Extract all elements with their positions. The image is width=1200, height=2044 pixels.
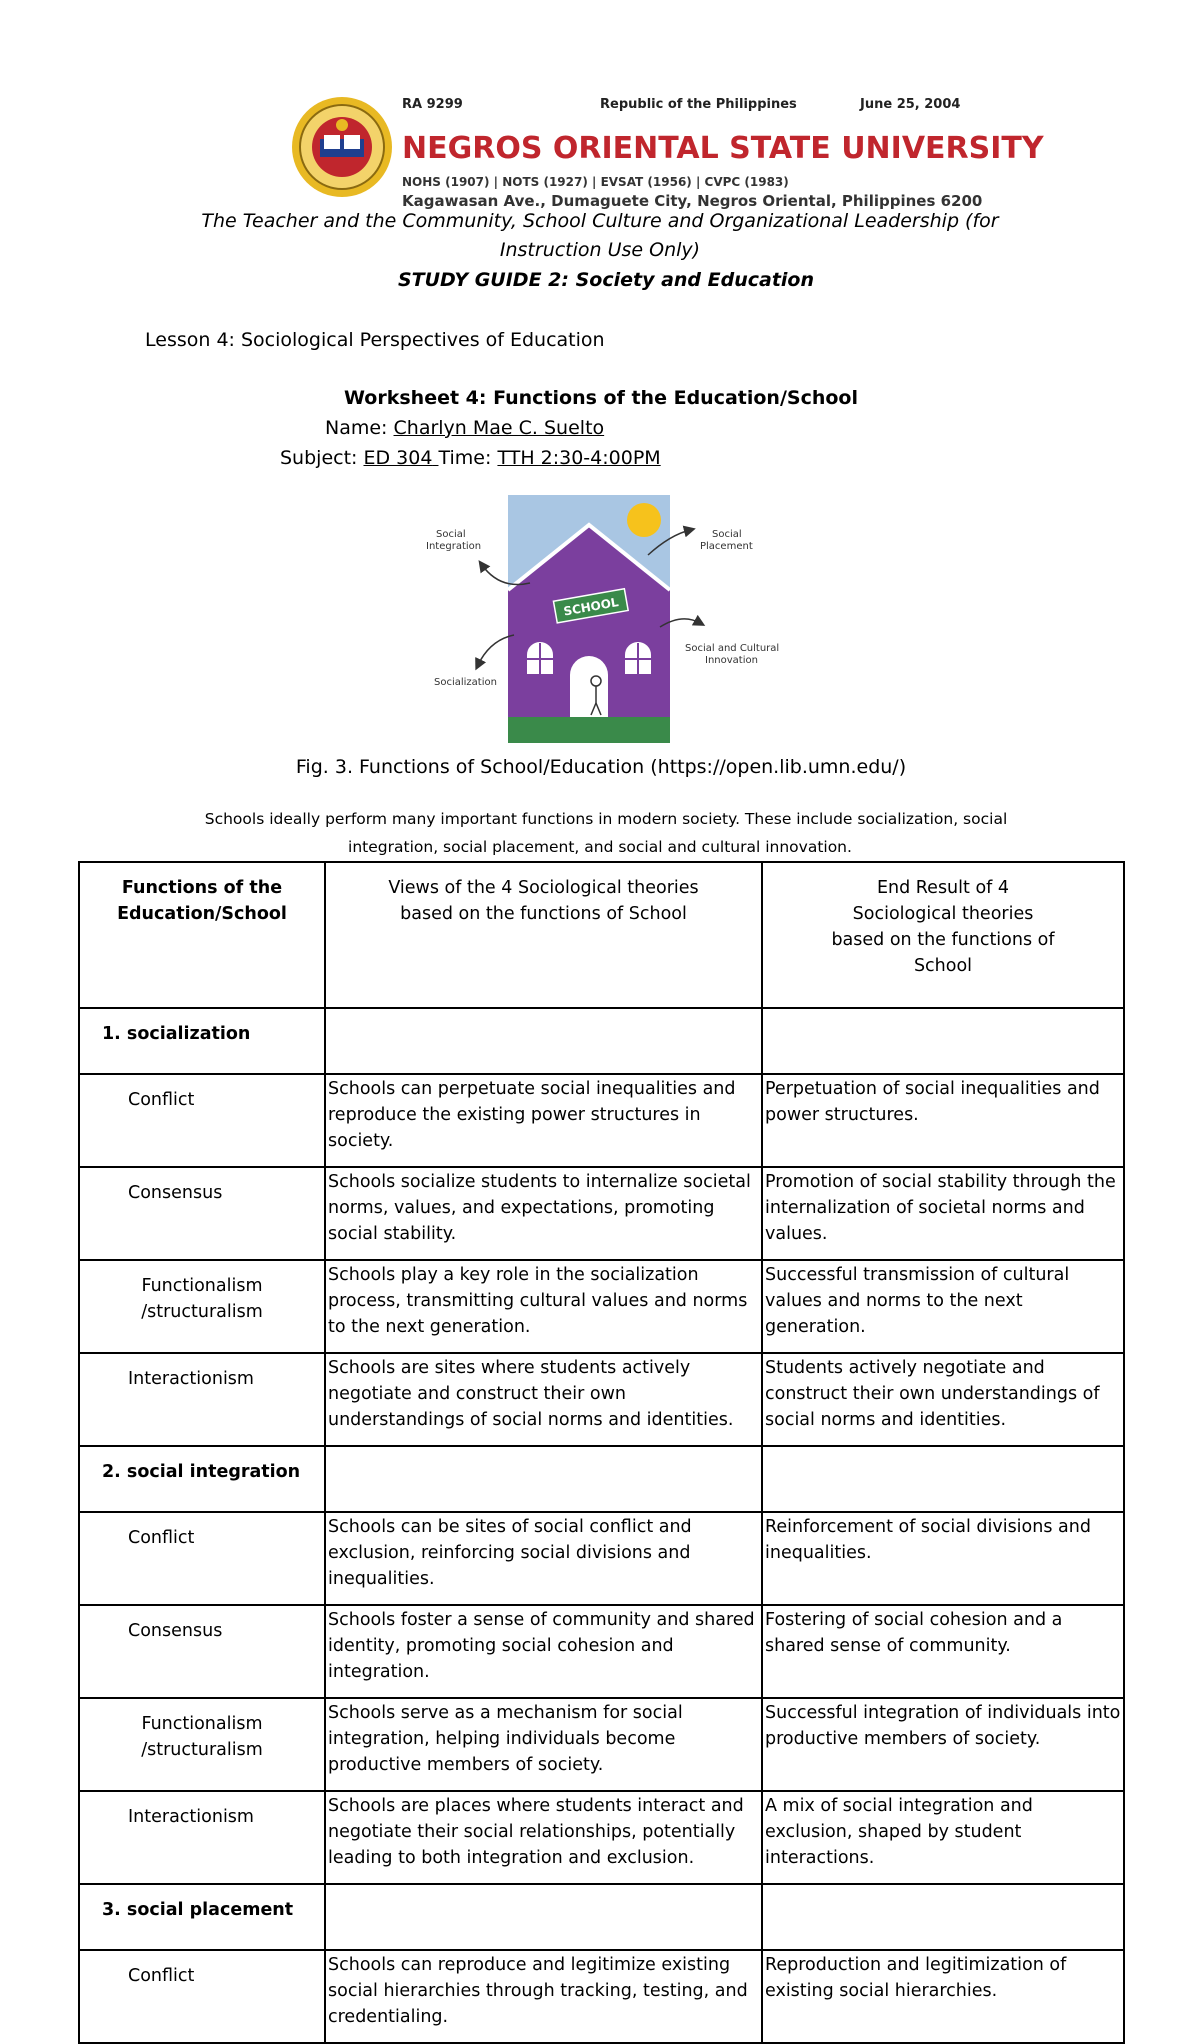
theory-label: Conflict [79, 1512, 325, 1605]
result-cell: Successful integration of individuals into productive members of society. [762, 1698, 1124, 1791]
table-row [79, 1167, 1124, 1260]
study-guide-title: STUDY GUIDE 2: Society and Education [397, 269, 815, 291]
sun-icon [627, 503, 661, 537]
section-row [79, 1884, 1124, 1950]
university-history: NOHS (1907) | NOTS (1927) | EVSAT (1956) | CVPC (1983) [402, 175, 789, 189]
letterhead [290, 95, 1044, 215]
theory-label: Functionalism /structuralism [79, 1260, 325, 1353]
figure-caption: Fig. 3. Functions of School/Education (https://open.lib.umn.edu/) [295, 756, 907, 778]
intro-line2: integration, social placement, and social and cultural innovation. [348, 838, 852, 856]
course-title-line1: The Teacher and the Community, School Culture and Organizational Leadership (for [201, 210, 999, 232]
label-innovation: Social and Cultural Innovation [685, 643, 780, 666]
result-cell: Reinforcement of social divisions and inequalities. [762, 1512, 1124, 1605]
result-cell: Reproduction and legitimization of existing social hierarchies. [762, 1950, 1124, 2043]
subject-line [280, 447, 661, 469]
theory-label: Functionalism /structuralism [79, 1698, 325, 1791]
school-functions-figure [420, 495, 800, 745]
header-views: Views of the 4 Sociological theories based on the functions of School [325, 862, 762, 1008]
view-cell: Schools can perpetuate social inequalities and reproduce the existing power structures in society. [325, 1074, 762, 1167]
table-row [79, 1512, 1124, 1605]
theory-label: Conflict [79, 1074, 325, 1167]
view-cell: Schools serve as a mechanism for social integration, helping individuals become productive members of society. [325, 1698, 762, 1791]
university-seal-icon [290, 95, 394, 199]
result-cell: Promotion of social stability through the internalization of societal norms and values. [762, 1167, 1124, 1260]
view-cell: Schools foster a sense of community and shared identity, promoting social cohesion and integration. [325, 1605, 762, 1698]
table-row [79, 1605, 1124, 1698]
view-cell: Schools play a key role in the socialization process, transmitting cultural values and norms to the next generation. [325, 1260, 762, 1353]
section-row [79, 1446, 1124, 1512]
table-row [79, 1074, 1124, 1167]
grass [508, 715, 670, 743]
table-row [79, 1698, 1124, 1791]
time-value: TTH 2:30-4:00PM [497, 447, 661, 469]
subject-value: ED 304 [363, 447, 433, 469]
ra-number: RA 9299 [402, 97, 463, 112]
svg-text:SCHOOL: SCHOOL [562, 595, 620, 619]
section-title: 2. social integration [79, 1446, 325, 1512]
lesson-title: Lesson 4: Sociological Perspectives of Education [145, 329, 605, 351]
table-row [79, 1353, 1124, 1446]
table-header-row [79, 862, 1124, 1008]
view-cell: Schools can be sites of social conflict and exclusion, reinforcing social divisions and inequalities. [325, 1512, 762, 1605]
label-social-integration: Social Integration [426, 529, 482, 552]
table-row [79, 1260, 1124, 1353]
door-icon [570, 656, 608, 717]
time-label: Time: [438, 447, 492, 469]
worksheet-title: Worksheet 4: Functions of the Education/School [344, 387, 858, 409]
intro-line1: Schools ideally perform many important functions in modern society. These include socialization, social [204, 810, 1008, 828]
name-value: Charlyn Mae C. Suelto [393, 417, 605, 439]
section-title: 1. socialization [79, 1008, 325, 1074]
result-cell: Fostering of social cohesion and a shared sense of community. [762, 1605, 1124, 1698]
label-social-placement: Social Placement [700, 529, 753, 552]
header-end-result: End Result of 4 Sociological theories based on the functions of School [762, 862, 1124, 1008]
name-line [325, 417, 604, 439]
view-cell: Schools are sites where students actively negotiate and construct their own understandings of social norms and identities. [325, 1353, 762, 1446]
table-row [79, 1791, 1124, 1884]
course-title-line2: Instruction Use Only) [499, 239, 701, 261]
functions-table [78, 861, 1125, 2044]
charter-date: June 25, 2004 [860, 97, 961, 112]
university-name: NEGROS ORIENTAL STATE UNIVERSITY [402, 131, 1044, 166]
table-row [79, 1950, 1124, 2043]
section-title: 3. social placement [79, 1884, 325, 1950]
result-cell: Successful transmission of cultural values and norms to the next generation. [762, 1260, 1124, 1353]
view-cell: Schools can reproduce and legitimize existing social hierarchies through tracking, testing, and credentialing. [325, 1950, 762, 2043]
result-cell: Students actively negotiate and construct their own understandings of social norms and identities. [762, 1353, 1124, 1446]
label-socialization: Socialization [434, 677, 497, 688]
header-functions: Functions of the Education/School [79, 862, 325, 1008]
result-cell: Perpetuation of social inequalities and power structures. [762, 1074, 1124, 1167]
theory-label: Consensus [79, 1167, 325, 1260]
theory-label: Consensus [79, 1605, 325, 1698]
name-label: Name: [325, 417, 388, 439]
theory-label: Interactionism [79, 1353, 325, 1446]
theory-label: Conflict [79, 1950, 325, 2043]
view-cell: Schools are places where students interact and negotiate their social relationships, potentially leading to both integration and exclusion. [325, 1791, 762, 1884]
result-cell: A mix of social integration and exclusion, shaped by student interactions. [762, 1791, 1124, 1884]
republic-text: Republic of the Philippines [600, 97, 797, 112]
view-cell: Schools socialize students to internalize societal norms, values, and expectations, promoting social stability. [325, 1167, 762, 1260]
university-address: Kagawasan Ave., Dumaguete City, Negros Oriental, Philippines 6200 [402, 192, 983, 210]
section-row [79, 1008, 1124, 1074]
subject-label: Subject: [280, 447, 358, 469]
theory-label: Interactionism [79, 1791, 325, 1884]
